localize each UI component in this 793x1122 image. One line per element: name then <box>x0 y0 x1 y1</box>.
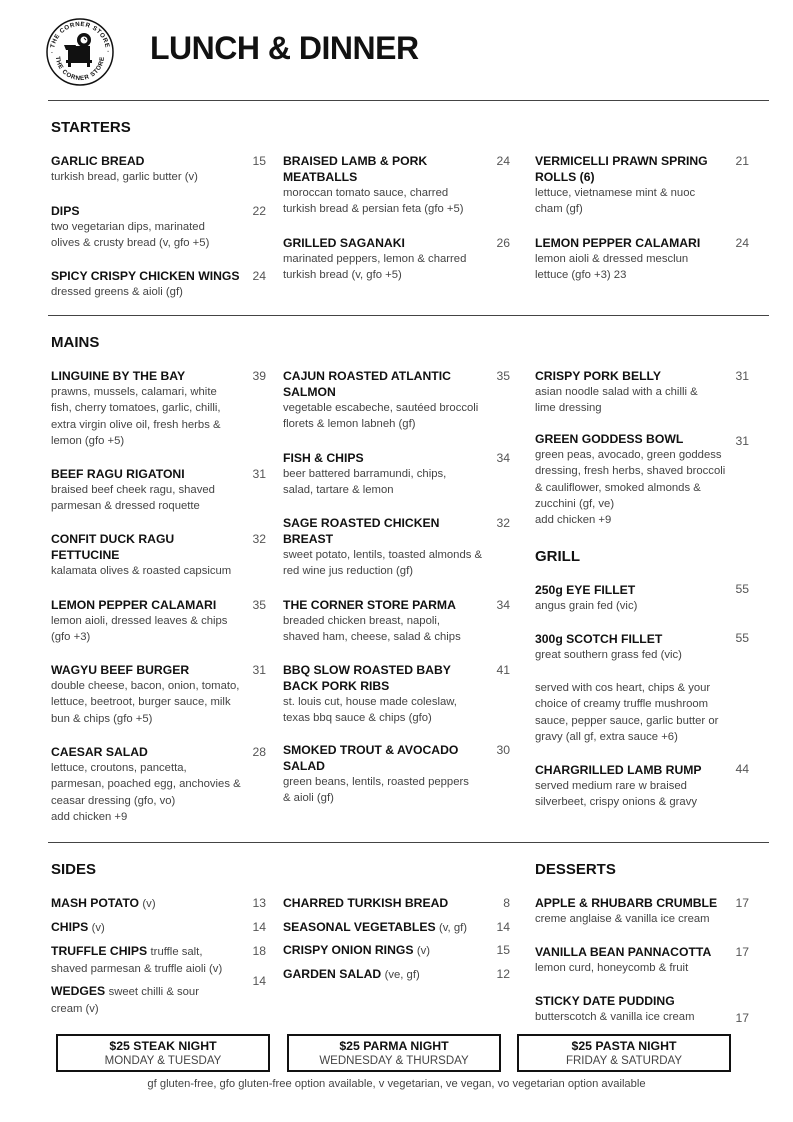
menu-item <box>51 153 267 185</box>
item-name: WAGYU BEEF BURGER <box>51 663 190 677</box>
special-title: $25 PARMA NIGHT <box>339 1039 449 1053</box>
item-name: CHARRED TURKISH BREAD <box>283 896 449 910</box>
item-price: 30 <box>496 743 510 757</box>
item-desc: sweet potato, lentils, toasted almonds & red wine jus reduction (gf) <box>283 549 483 578</box>
menu-item <box>283 450 468 499</box>
item-price: 32 <box>496 516 510 530</box>
item-price: 26 <box>496 236 510 250</box>
menu-item <box>283 153 473 218</box>
item-name: SPICY CRISPY CHICKEN WINGS <box>51 269 240 283</box>
item-name: GREEN GODDESS BOWL <box>535 432 684 446</box>
item-price: 55 <box>735 582 749 596</box>
item-desc: dressed greens & aioli (gf) <box>51 286 183 298</box>
item-desc: (v) <box>91 922 105 934</box>
menu-item <box>51 203 267 252</box>
side-item <box>283 966 483 983</box>
menu-item <box>283 742 478 807</box>
side-item <box>51 943 239 978</box>
menu-item <box>51 744 241 825</box>
item-price: 28 <box>252 745 266 759</box>
item-name: DIPS <box>51 204 80 218</box>
special-title: $25 PASTA NIGHT <box>571 1039 677 1053</box>
item-name: BBQ SLOW ROASTED BABY BACK PORK RIBS <box>283 663 451 693</box>
menu-item <box>535 762 715 811</box>
item-desc: served medium rare w braised silverbeet, crispy onions & gravy <box>535 780 697 809</box>
item-price: 55 <box>735 631 749 645</box>
item-desc: beer battered barramundi, chips, salad, tartare & lemon <box>283 468 447 497</box>
menu-item <box>51 662 246 727</box>
item-name: VANILLA BEAN PANNACOTTA <box>535 945 712 959</box>
item-price: 22 <box>252 204 266 218</box>
item-name: BRAISED LAMB & PORK MEATBALLS <box>283 154 428 184</box>
divider <box>48 842 769 843</box>
item-desc: green beans, lentils, roasted peppers & aioli (gf) <box>283 776 469 805</box>
item-desc: braised beef cheek ragu, shaved parmesan & dressed roquette <box>51 484 215 513</box>
item-name: APPLE & RHUBARB CRUMBLE <box>535 896 718 910</box>
item-desc: angus grain fed (vic) <box>535 600 638 612</box>
item-desc: turkish bread, garlic butter (v) <box>51 171 198 183</box>
logo-text-bottom: THE CORNER STORE <box>53 55 107 83</box>
item-name: GRILLED SAGANAKI <box>283 236 405 250</box>
side-item <box>283 919 483 936</box>
special-box-pasta <box>517 1034 731 1072</box>
item-desc: lemon curd, honeycomb & fruit <box>535 962 689 974</box>
menu-item <box>535 631 715 663</box>
item-name: CONFIT DUCK RAGU FETTUCINE <box>51 532 175 562</box>
item-name: CAJUN ROASTED ATLANTIC SALMON <box>283 369 451 399</box>
item-name: SMOKED TROUT & AVOCADO SALAD <box>283 743 459 773</box>
item-desc: kalamata olives & roasted capsicum <box>51 565 232 577</box>
item-price: 31 <box>735 369 749 383</box>
item-price: 24 <box>252 269 266 283</box>
special-days: FRIDAY & SATURDAY <box>565 1055 683 1067</box>
item-name: WEDGES <box>51 984 106 998</box>
item-price: 31 <box>252 663 266 677</box>
item-desc: (v) <box>142 898 156 910</box>
item-name: SAGE ROASTED CHICKEN BREAST <box>283 516 440 546</box>
special-days: WEDNESDAY & THURSDAY <box>319 1055 469 1067</box>
section-heading-grill: GRILL <box>535 548 580 565</box>
menu-item <box>535 895 725 927</box>
item-price: 34 <box>496 598 510 612</box>
item-price: 24 <box>735 236 749 250</box>
item-price: 15 <box>496 943 510 957</box>
item-price: 35 <box>252 598 266 612</box>
item-desc: (v, gf) <box>438 922 468 934</box>
item-name: LEMON PEPPER CALAMARI <box>51 598 217 612</box>
item-price: 35 <box>496 369 510 383</box>
corner-store-logo-icon <box>46 18 114 86</box>
item-desc: green peas, avocado, green goddess dressing, fresh herbs, shaved broccoli & cauliflower, smoked almonds & zucchini (gf, ve) <box>535 449 726 510</box>
item-desc: (ve, gf) <box>384 969 420 981</box>
item-extra: add chicken +9 <box>51 810 128 823</box>
item-name: 300g SCOTCH FILLET <box>535 632 663 646</box>
item-desc: moroccan tomato sauce, charred turkish bread & persian feta (gfo +5) <box>283 187 464 216</box>
special-title: $25 STEAK NIGHT <box>109 1039 217 1053</box>
item-price: 14 <box>252 920 266 934</box>
special-box-steak <box>56 1034 270 1072</box>
item-desc: lettuce, vietnamese mint & nuoc cham (gf) <box>535 187 696 216</box>
item-desc: lemon aioli & dressed mesclun lettuce (gfo +3) 23 <box>535 253 689 282</box>
item-name: BEEF RAGU RIGATONI <box>51 467 185 481</box>
special-box-parma <box>287 1034 501 1072</box>
side-item <box>51 895 251 912</box>
item-desc: truffle salt, shaved parmesan & truffle aioli (v) <box>51 946 223 976</box>
section-heading-mains: MAINS <box>51 334 100 351</box>
item-name: THE CORNER STORE PARMA <box>283 598 456 612</box>
item-price: 32 <box>252 532 266 546</box>
menu-item <box>51 268 267 300</box>
divider <box>48 315 769 316</box>
item-desc: (v) <box>416 945 431 957</box>
item-name: CHIPS <box>51 920 89 934</box>
section-heading-starters: STARTERS <box>51 119 131 136</box>
item-desc: marinated peppers, lemon & charred turkish bread (v, gfo +5) <box>283 253 467 282</box>
item-desc: two vegetarian dips, marinated olives & crusty bread (v, gfo +5) <box>51 221 210 250</box>
side-item <box>283 942 483 959</box>
menu-item <box>535 153 715 218</box>
menu-item <box>283 235 478 284</box>
grill-note-text: served with cos heart, chips & your choice of creamy truffle mushroom sauce, pepper sauce, garlic butter or gravy (all gf, extra sauce +6) <box>535 682 719 743</box>
item-desc: butterscotch & vanilla ice cream <box>535 1011 695 1023</box>
side-item <box>283 895 483 912</box>
item-price: 31 <box>252 467 266 481</box>
item-price: 15 <box>252 154 266 168</box>
item-desc: creme anglaise & vanilla ice cream <box>535 913 710 925</box>
item-name: VERMICELLI PRAWN SPRING ROLLS (6) <box>535 154 708 184</box>
menu-item <box>51 466 231 515</box>
item-price: 41 <box>496 663 510 677</box>
item-name: 250g EYE FILLET <box>535 583 636 597</box>
logo-text-top: · THE CORNER STORE · <box>48 20 112 54</box>
menu-item <box>283 515 491 580</box>
item-price: 34 <box>496 451 510 465</box>
menu-item <box>535 993 725 1025</box>
item-name: CRISPY ONION RINGS <box>283 943 414 957</box>
menu-item <box>535 944 725 976</box>
item-price: 14 <box>496 920 510 934</box>
item-name: GARLIC BREAD <box>51 154 145 168</box>
item-name: LEMON PEPPER CALAMARI <box>535 236 701 250</box>
item-name: FISH & CHIPS <box>283 451 364 465</box>
menu-item <box>535 582 715 614</box>
item-desc: sweet chilli & sour cream (v) <box>51 986 199 1016</box>
divider <box>48 100 769 101</box>
menu-item <box>535 235 710 284</box>
item-price: 44 <box>735 762 749 776</box>
item-name: LINGUINE BY THE BAY <box>51 369 186 383</box>
special-days: MONDAY & TUESDAY <box>104 1055 222 1067</box>
grill-note <box>535 680 725 745</box>
item-name: TRUFFLE CHIPS <box>51 944 148 958</box>
section-heading-sides: SIDES <box>51 861 97 878</box>
menu-item <box>283 662 473 727</box>
item-desc: vegetable escabeche, sautéed broccoli florets & lemon labneh (gf) <box>283 402 479 431</box>
item-name: CRISPY PORK BELLY <box>535 369 661 383</box>
menu-item <box>283 597 473 646</box>
item-desc: prawns, mussels, calamari, white fish, cherry tomatoes, garlic, chilli, extra virgin olive oil, fresh herbs & lemon (gfo +5) <box>51 386 221 447</box>
item-desc: lemon aioli, dressed leaves & chips (gfo +3) <box>51 615 228 644</box>
menu-item <box>535 368 715 417</box>
side-item <box>51 919 251 936</box>
section-heading-desserts: DESSERTS <box>535 861 616 878</box>
item-price: 17 <box>735 945 749 959</box>
item-desc: st. louis cut, house made coleslaw, texas bbq sauce & chips (gfo) <box>283 696 457 725</box>
item-name: CHARGRILLED LAMB RUMP <box>535 763 702 777</box>
menu-item <box>51 368 237 449</box>
item-extra: add chicken +9 <box>535 514 612 527</box>
item-desc: double cheese, bacon, onion, tomato, lettuce, beetroot, burger sauce, milk bun & chips (gfo +5) <box>51 680 240 725</box>
item-price: 17 <box>735 1011 749 1025</box>
item-name: MASH POTATO <box>51 896 140 910</box>
item-price: 24 <box>496 154 510 168</box>
item-price: 17 <box>735 896 749 910</box>
item-desc: great southern grass fed (vic) <box>535 649 682 661</box>
item-price: 31 <box>735 434 749 448</box>
item-name: SEASONAL VEGETABLES <box>283 920 436 934</box>
item-price: 12 <box>496 967 510 981</box>
item-price: 8 <box>503 896 510 910</box>
item-desc: breaded chicken breast, napoli, shaved ham, cheese, salad & chips <box>283 615 461 644</box>
item-desc: lettuce, croutons, pancetta, parmesan, poached egg, anchovies & ceasar dressing (gfo, vo) <box>51 762 241 807</box>
page-title: LUNCH & DINNER <box>150 30 419 66</box>
side-item <box>51 983 231 1018</box>
item-price: 21 <box>735 154 749 168</box>
menu-item <box>51 531 241 579</box>
item-price: 14 <box>252 974 266 988</box>
menu-item <box>535 431 735 528</box>
item-price: 18 <box>252 944 266 958</box>
item-name: CAESAR SALAD <box>51 745 148 759</box>
item-price: 13 <box>252 896 266 910</box>
item-desc: asian noodle salad with a chilli & lime dressing <box>535 386 698 415</box>
menu-item <box>283 368 488 433</box>
item-name: STICKY DATE PUDDING <box>535 994 675 1008</box>
dietary-legend: gf gluten-free, gfo gluten-free option available, v vegetarian, ve vegan, vo vegetarian option available <box>147 1078 646 1090</box>
item-price: 39 <box>252 369 266 383</box>
item-name: GARDEN SALAD <box>283 967 382 981</box>
menu-item <box>51 597 241 646</box>
